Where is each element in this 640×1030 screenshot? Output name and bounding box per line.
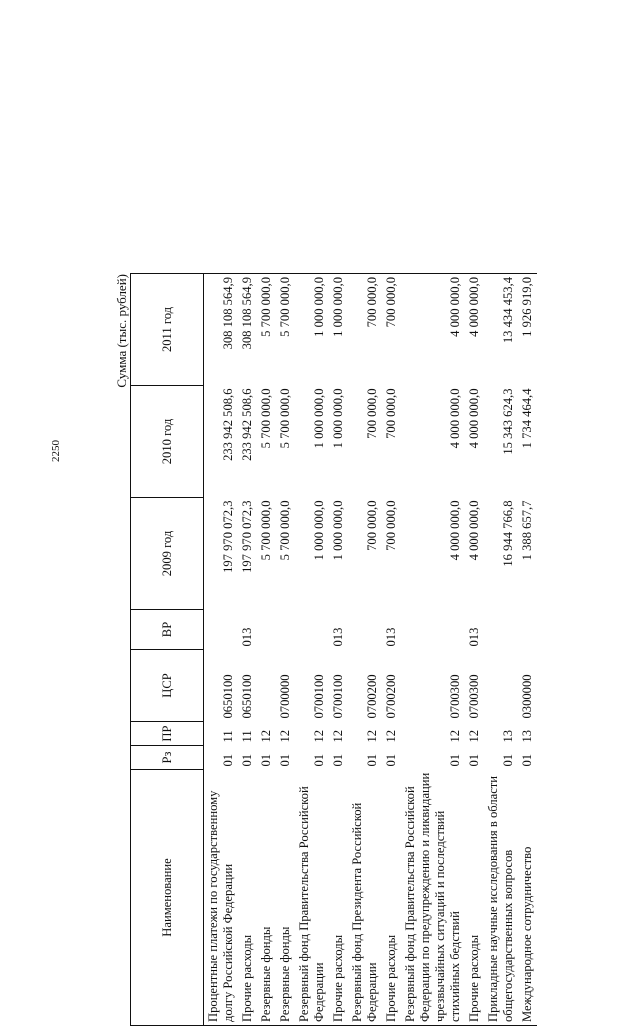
row-value-2009: 16 944 766,8 xyxy=(501,500,515,567)
row-value-2011: 308 108 564,9 xyxy=(238,274,257,386)
row-name: Резервный фонд Правительства Российской Федерации xyxy=(295,770,329,1026)
row-rz: 01 xyxy=(467,753,481,767)
row-value-2010: 4 000 000,0 xyxy=(467,388,481,449)
row-vr xyxy=(401,610,465,650)
row-csr: 0700100 xyxy=(312,674,326,719)
row-vr xyxy=(276,610,295,650)
row-csr: 0700000 xyxy=(278,674,292,719)
row-csr: 0700200 xyxy=(384,674,398,719)
header-pr: ПР xyxy=(131,722,204,746)
table-row xyxy=(401,274,465,1026)
row-value-2011: 1 000 000,0 xyxy=(295,274,329,386)
row-value-2010: 1 000 000,0 xyxy=(331,388,345,449)
rotated-page-content xyxy=(70,270,570,1030)
row-value-2009: 4 000 000,0 xyxy=(467,500,481,561)
row-rz: 01 xyxy=(448,753,462,767)
budget-table xyxy=(130,273,537,1026)
row-value-2009: 5 700 000,0 xyxy=(278,500,292,561)
table-row xyxy=(348,274,382,1026)
table-row xyxy=(518,274,537,1026)
row-name: Процентные платежи по государственному долгу Российской Федерации xyxy=(204,770,239,1026)
row-csr xyxy=(484,650,518,722)
row-vr: 013 xyxy=(467,627,481,647)
row-csr: 0700300 xyxy=(448,674,462,719)
table-body xyxy=(204,274,538,1026)
row-name: Прикладные научные исследования в области общегосударственных вопросов xyxy=(484,770,518,1026)
page-number: 2250 xyxy=(50,440,62,462)
table-header-row xyxy=(131,274,204,1026)
row-rz: 01 xyxy=(259,753,273,767)
row-pr: 13 xyxy=(520,729,534,743)
row-name: Резервный фонд Президента Российской Федерации xyxy=(348,770,382,1026)
row-csr: 0650100 xyxy=(240,674,254,719)
row-vr xyxy=(295,610,329,650)
header-2009: 2009 год xyxy=(131,498,204,610)
row-value-2010: 15 343 624,3 xyxy=(501,388,515,455)
row-vr xyxy=(204,610,239,650)
row-value-2011: 308 108 564,9 xyxy=(204,274,239,386)
row-rz: 01 xyxy=(384,753,398,767)
row-value-2009: 1 388 657,7 xyxy=(520,500,534,561)
table-row xyxy=(382,274,401,1026)
row-pr: 12 xyxy=(278,729,292,743)
row-value-2011: 13 434 453,4 xyxy=(484,274,518,386)
table-row xyxy=(295,274,329,1026)
row-rz: 01 xyxy=(365,753,379,767)
row-value-2010: 233 942 508,6 xyxy=(240,388,254,461)
table-row xyxy=(329,274,348,1026)
row-name: Прочие расходы xyxy=(465,770,484,1026)
row-name: Международное сотрудничество xyxy=(518,770,537,1026)
row-value-2011: 700 000,0 xyxy=(382,274,401,386)
row-vr xyxy=(348,610,382,650)
row-pr: 12 xyxy=(259,729,273,743)
header-name: Наименование xyxy=(131,770,204,1026)
row-csr: 0700100 xyxy=(331,674,345,719)
row-name: Резервный фонд Правительства Российской Федерации по предупреждению и ликвидации чрезвычайных ситуаций и последствий стихийных бедствий xyxy=(401,770,465,1026)
row-vr xyxy=(484,610,518,650)
row-value-2009: 4 000 000,0 xyxy=(448,500,462,561)
row-value-2011: 5 700 000,0 xyxy=(257,274,276,386)
row-value-2010: 1 000 000,0 xyxy=(312,388,326,449)
row-value-2009: 1 000 000,0 xyxy=(331,500,345,561)
table-row xyxy=(238,274,257,1026)
row-value-2011: 1 926 919,0 xyxy=(518,274,537,386)
row-vr: 013 xyxy=(331,627,345,647)
row-value-2009: 197 970 072,3 xyxy=(240,500,254,573)
header-rz: Рз xyxy=(131,746,204,770)
table-row xyxy=(484,274,518,1026)
row-value-2010: 5 700 000,0 xyxy=(278,388,292,449)
row-name: Прочие расходы xyxy=(238,770,257,1026)
row-pr: 12 xyxy=(331,729,345,743)
row-value-2011: 700 000,0 xyxy=(348,274,382,386)
row-value-2010: 4 000 000,0 xyxy=(448,388,462,449)
row-rz: 01 xyxy=(520,753,534,767)
table-row xyxy=(257,274,276,1026)
row-vr: 013 xyxy=(240,627,254,647)
table-row xyxy=(465,274,484,1026)
row-pr: 11 xyxy=(240,730,254,743)
row-pr: 12 xyxy=(448,729,462,743)
row-value-2011: 1 000 000,0 xyxy=(329,274,348,386)
row-value-2009: 700 000,0 xyxy=(365,500,379,551)
row-csr: 0650100 xyxy=(221,674,235,719)
row-value-2011: 5 700 000,0 xyxy=(276,274,295,386)
row-name: Резервные фонды xyxy=(276,770,295,1026)
row-value-2010: 233 942 508,6 xyxy=(221,388,235,461)
row-csr: 0300000 xyxy=(520,674,534,719)
units-caption: Сумма (тыс. рублей) xyxy=(114,274,129,388)
row-value-2009: 700 000,0 xyxy=(384,500,398,551)
row-pr: 11 xyxy=(221,730,235,743)
header-vr: ВР xyxy=(131,610,204,650)
row-csr: 0700200 xyxy=(365,674,379,719)
header-2010: 2010 год xyxy=(131,386,204,498)
row-rz: 01 xyxy=(331,753,345,767)
row-csr: 0700300 xyxy=(467,674,481,719)
row-pr: 12 xyxy=(467,729,481,743)
header-2011: 2011 год xyxy=(131,274,204,386)
row-name: Прочие расходы xyxy=(382,770,401,1026)
row-value-2010: 1 734 464,4 xyxy=(520,388,534,449)
row-name: Прочие расходы xyxy=(329,770,348,1026)
row-name: Резервные фонды xyxy=(257,770,276,1026)
row-pr: 12 xyxy=(312,729,326,743)
header-csr: ЦСР xyxy=(131,650,204,722)
row-value-2010: 5 700 000,0 xyxy=(259,388,273,449)
row-value-2009: 5 700 000,0 xyxy=(259,500,273,561)
table-row xyxy=(204,274,239,1026)
row-vr: 013 xyxy=(384,627,398,647)
row-rz: 01 xyxy=(240,753,254,767)
row-csr xyxy=(257,650,276,722)
row-pr: 13 xyxy=(501,729,515,743)
table-row xyxy=(276,274,295,1026)
row-value-2010: 700 000,0 xyxy=(365,388,379,439)
row-vr xyxy=(257,610,276,650)
row-vr xyxy=(518,610,537,650)
row-value-2009: 197 970 072,3 xyxy=(221,500,235,573)
row-value-2009: 1 000 000,0 xyxy=(312,500,326,561)
row-rz: 01 xyxy=(312,753,326,767)
row-value-2010: 700 000,0 xyxy=(384,388,398,439)
row-rz: 01 xyxy=(221,753,235,767)
row-pr: 12 xyxy=(365,729,379,743)
row-rz: 01 xyxy=(278,753,292,767)
row-rz: 01 xyxy=(501,753,515,767)
row-pr: 12 xyxy=(384,729,398,743)
row-value-2011: 4 000 000,0 xyxy=(401,274,465,386)
row-value-2011: 4 000 000,0 xyxy=(465,274,484,386)
